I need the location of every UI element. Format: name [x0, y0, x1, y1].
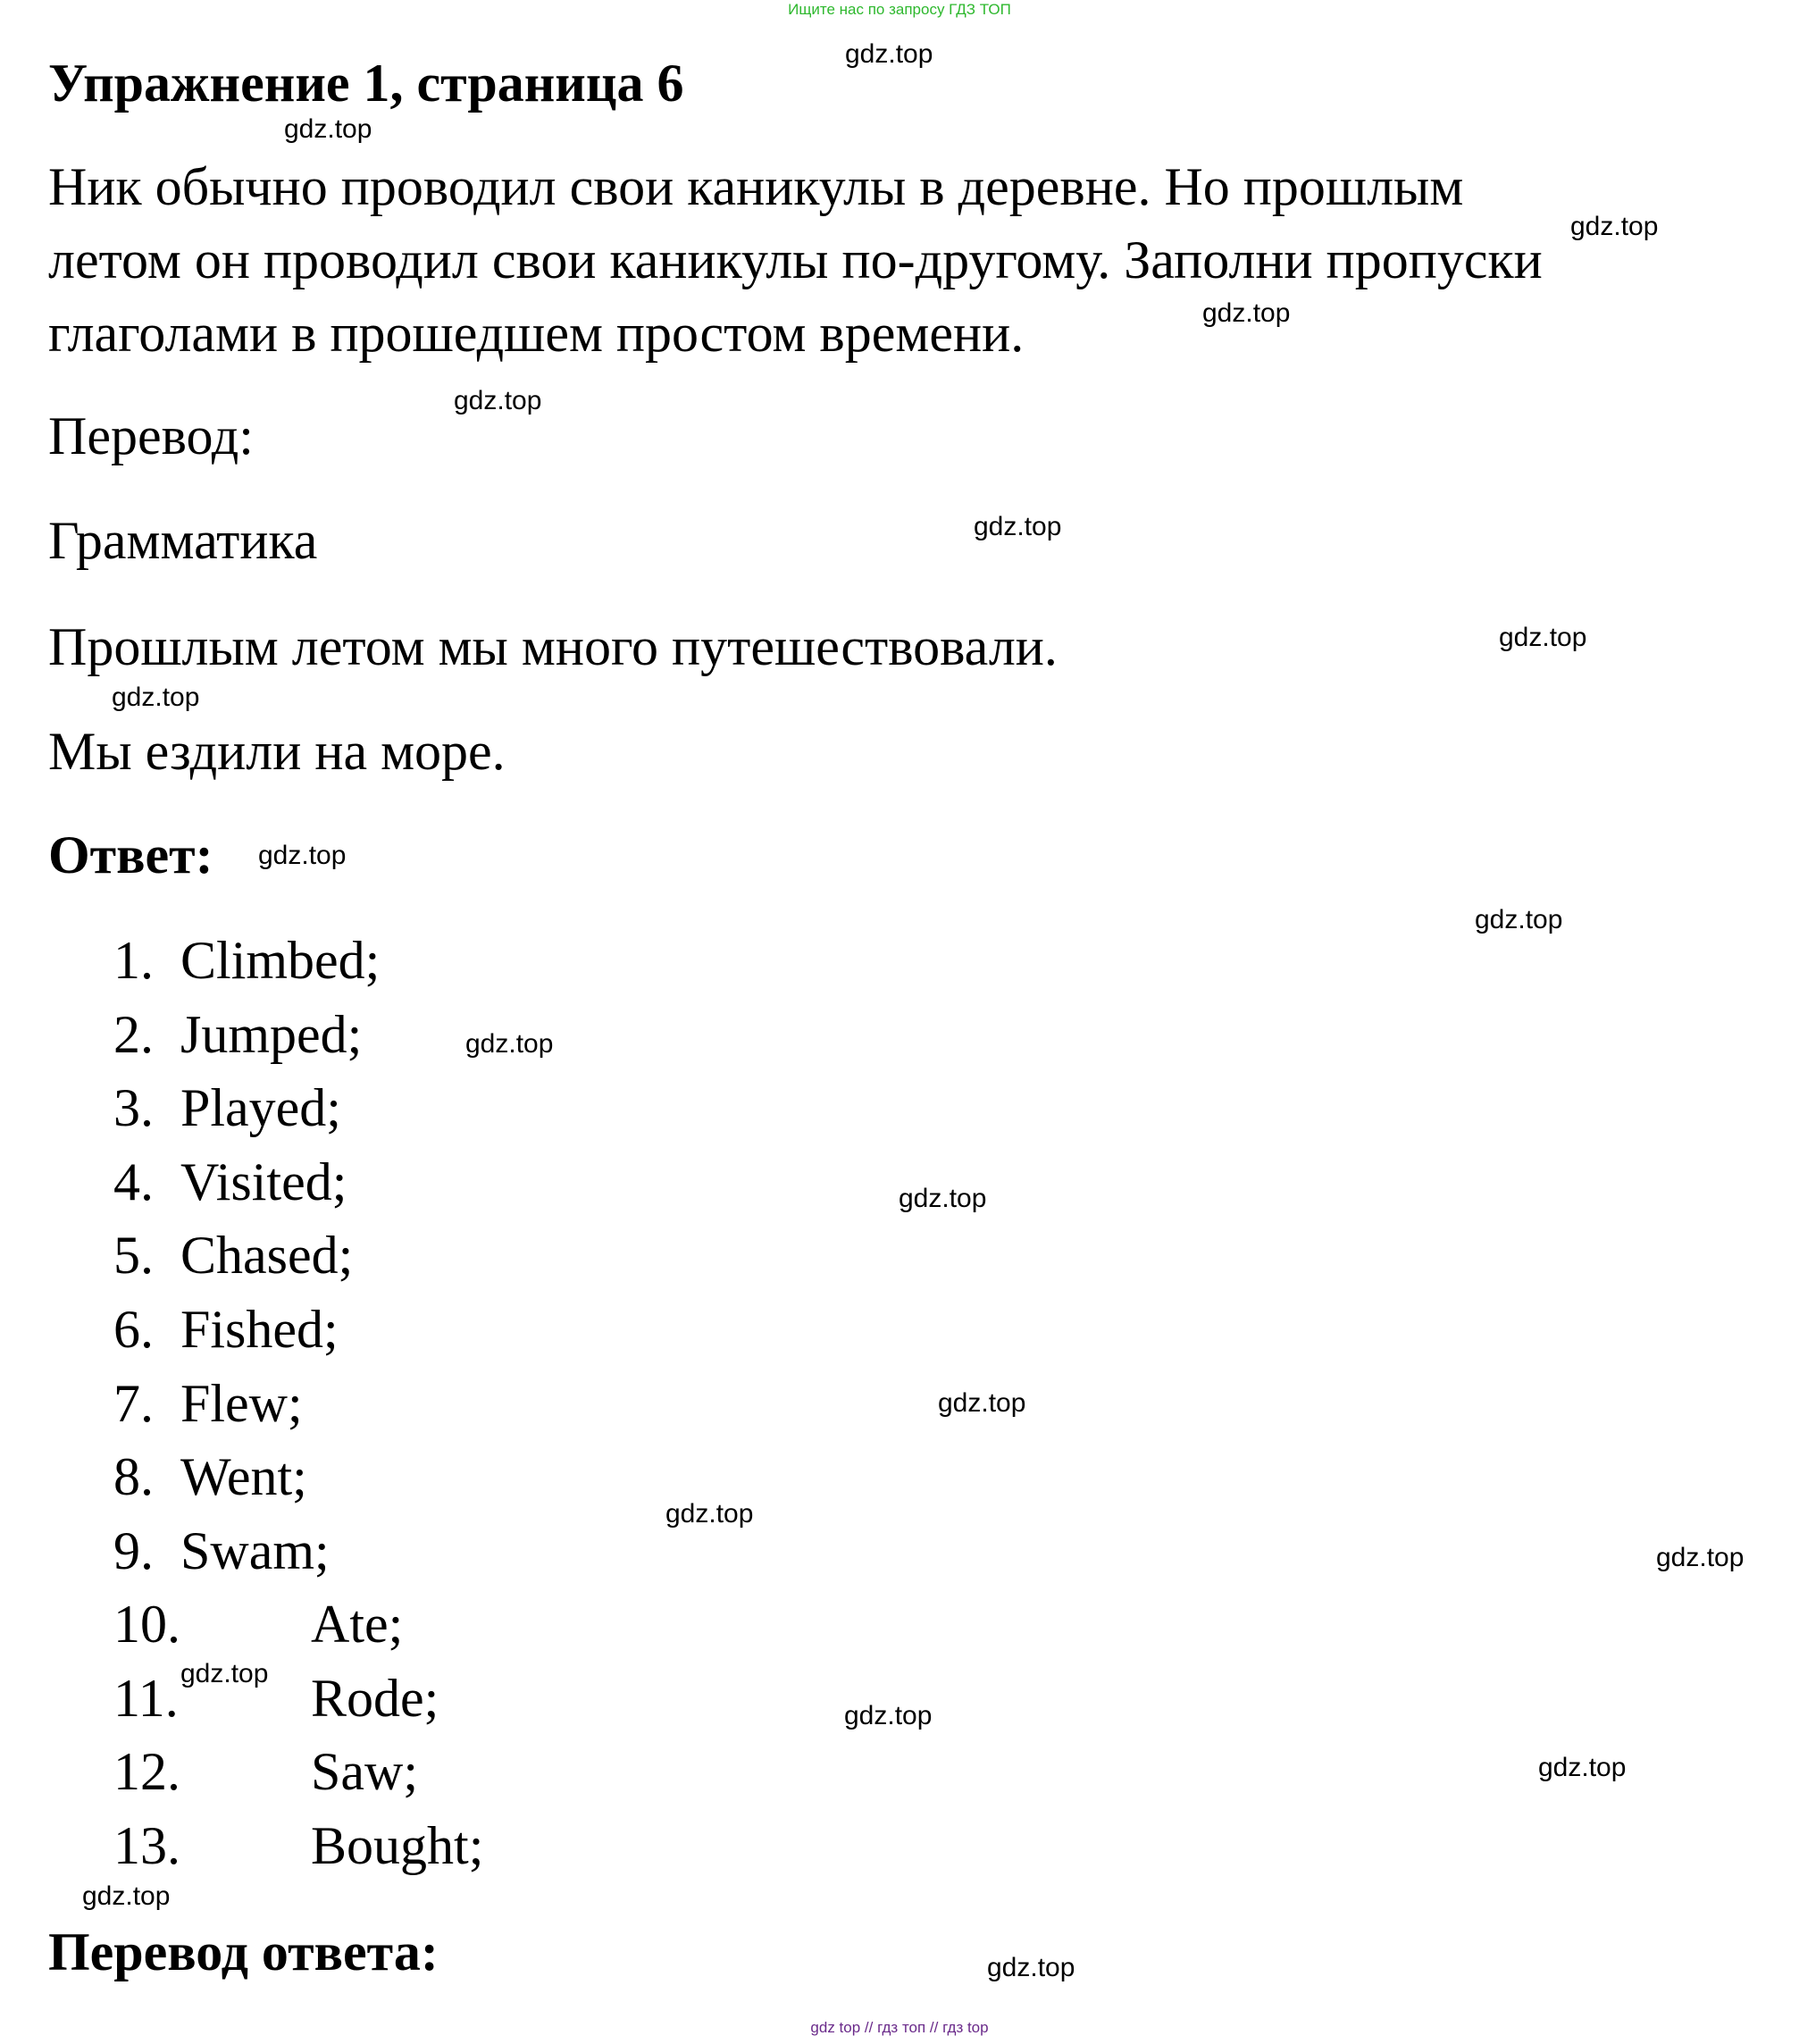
list-item-word: Swam;: [180, 1521, 330, 1580]
list-item-number: 9.: [113, 1521, 154, 1580]
task-line-2: летом он проводил свои каникулы по-другому. Заполни пропуски: [48, 230, 1543, 289]
list-item-word: Flew;: [180, 1374, 303, 1433]
list-item-word: Climbed;: [180, 931, 381, 990]
watermark: gdz.top: [180, 1659, 269, 1688]
top-banner: Ищите нас по запросу ГДЗ ТОП: [788, 1, 1011, 18]
list-item-number: 12.: [113, 1742, 180, 1801]
list-item-number: 3.: [113, 1078, 154, 1137]
watermark: gdz.top: [1570, 212, 1659, 241]
task-line-3: глаголами в прошедшем простом времени.: [48, 304, 1025, 363]
list-item-number: 6.: [113, 1300, 154, 1359]
grammar-example-2: Мы ездили на море.: [48, 722, 506, 781]
watermark: gdz.top: [844, 1701, 933, 1730]
watermark: gdz.top: [112, 683, 200, 712]
list-item-number: 2.: [113, 1005, 154, 1064]
list-item-word: Ate;: [311, 1595, 404, 1654]
watermark: gdz.top: [845, 39, 933, 69]
watermark: gdz.top: [82, 1881, 171, 1911]
watermark: gdz.top: [1499, 623, 1587, 652]
list-item-number: 11.: [113, 1669, 179, 1728]
list-item-word: Played;: [180, 1078, 341, 1137]
answer-translation-label: Перевод ответа:: [48, 1923, 439, 1981]
list-item-word: Saw;: [311, 1742, 418, 1801]
watermark: gdz.top: [465, 1029, 554, 1059]
watermark: gdz.top: [665, 1499, 754, 1529]
list-item-number: 1.: [113, 931, 154, 990]
list-item-word: Rode;: [311, 1669, 439, 1728]
grammar-label: Грамматика: [48, 511, 318, 570]
list-item-number: 13.: [113, 1816, 180, 1875]
list-item-number: 4.: [113, 1152, 154, 1211]
list-item-number: 5.: [113, 1226, 154, 1285]
list-item-word: Visited;: [180, 1152, 347, 1211]
list-item-number: 8.: [113, 1447, 154, 1506]
task-line-1: Ник обычно проводил свои каникулы в деревне. Но прошлым: [48, 157, 1464, 216]
grammar-example-1: Прошлым летом мы много путешествовали.: [48, 617, 1058, 676]
page-title: Упражнение 1, страница 6: [48, 54, 684, 113]
list-item-word: Chased;: [180, 1226, 354, 1285]
answer-label: Ответ:: [48, 825, 213, 884]
watermark: gdz.top: [258, 841, 347, 870]
watermark: gdz.top: [454, 386, 542, 415]
watermark: gdz.top: [1475, 905, 1563, 934]
footer-links: gdz top // гдз топ // гдз top: [810, 2019, 989, 2036]
watermark: gdz.top: [987, 1953, 1075, 1982]
list-item-word: Went;: [180, 1447, 307, 1506]
list-item-number: 7.: [113, 1374, 154, 1433]
list-item-word: Fished;: [180, 1300, 339, 1359]
watermark: gdz.top: [1202, 298, 1291, 328]
list-item-number: 10.: [113, 1595, 180, 1654]
list-item-word: Jumped;: [180, 1005, 363, 1064]
list-item-word: Bought;: [311, 1816, 484, 1875]
watermark: gdz.top: [899, 1184, 987, 1213]
watermark: gdz.top: [1656, 1543, 1745, 1572]
translation-label: Перевод:: [48, 406, 254, 465]
watermark: gdz.top: [974, 512, 1062, 541]
watermark: gdz.top: [938, 1388, 1026, 1418]
watermark: gdz.top: [1538, 1753, 1627, 1782]
watermark: gdz.top: [284, 114, 372, 144]
